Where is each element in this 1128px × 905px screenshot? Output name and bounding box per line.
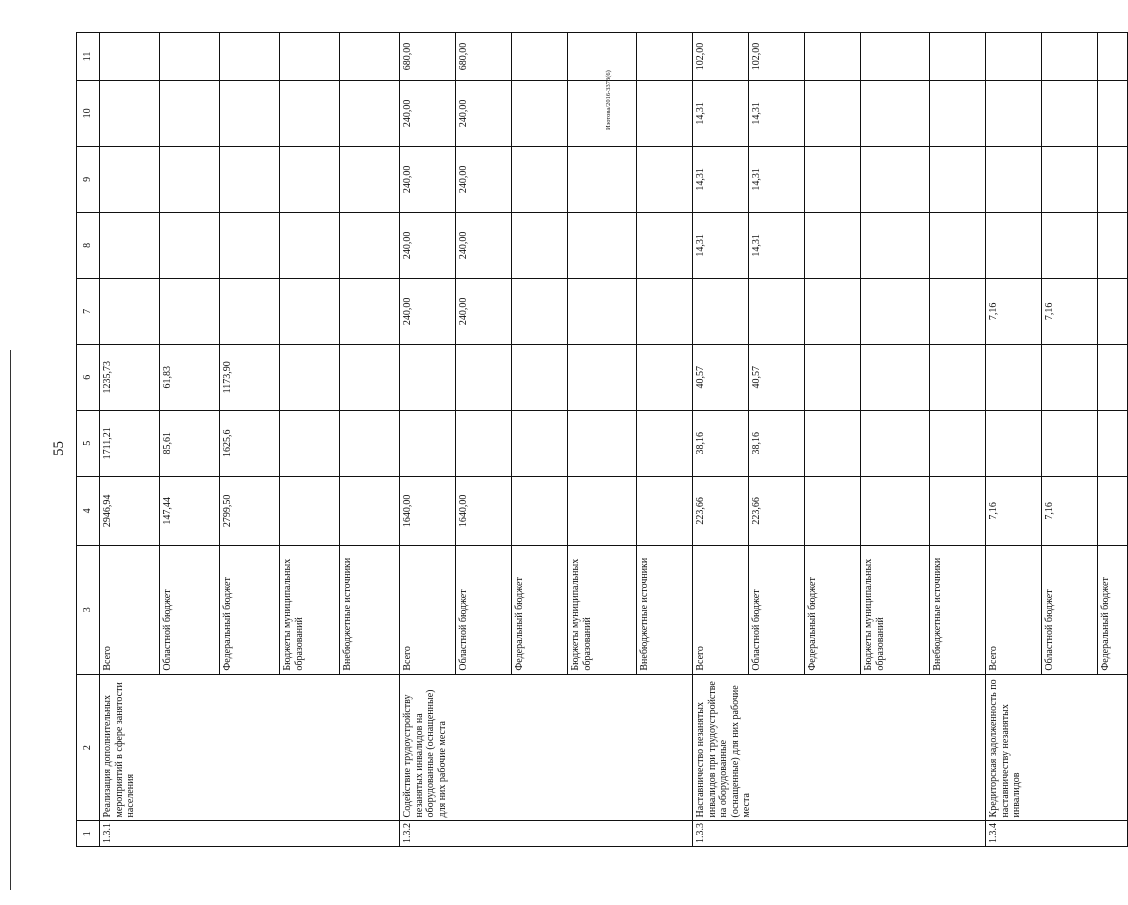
funding-source: Всего (986, 545, 1042, 674)
row-number: 1.3.3 (693, 821, 986, 847)
funding-source: Внебюджетные источники (637, 545, 693, 674)
value-cell (930, 344, 986, 410)
value-cell: 1625,6 (220, 410, 280, 476)
value-cell (1098, 476, 1128, 545)
value-cell (986, 344, 1042, 410)
value-cell (637, 344, 693, 410)
value-cell (568, 33, 637, 81)
funding-source: Бюджеты муниципальных образований (861, 545, 930, 674)
funding-source: Федеральный бюджет (512, 545, 568, 674)
value-cell: 223,66 (693, 476, 749, 545)
value-cell (930, 146, 986, 212)
page-number: 55 (51, 441, 67, 456)
value-cell (340, 410, 400, 476)
value-cell (400, 410, 456, 476)
row-number: 1.3.2 (400, 821, 693, 847)
value-cell (1042, 212, 1098, 278)
value-cell: 38,16 (693, 410, 749, 476)
value-cell (160, 212, 220, 278)
funding-source: Внебюджетные источники (340, 545, 400, 674)
value-cell (400, 344, 456, 410)
value-cell: 14,31 (749, 212, 805, 278)
value-cell (861, 33, 930, 81)
value-cell (1042, 146, 1098, 212)
funding-source: Всего (693, 545, 749, 674)
value-cell: 7,16 (1042, 476, 1098, 545)
value-cell (637, 146, 693, 212)
value-cell: 102,00 (693, 33, 749, 81)
value-cell (220, 80, 280, 146)
value-cell: 223,66 (749, 476, 805, 545)
value-cell (861, 410, 930, 476)
table-row (693, 33, 749, 847)
value-cell (340, 344, 400, 410)
column-header: 11 (77, 33, 100, 81)
value-cell (1042, 344, 1098, 410)
value-cell (693, 278, 749, 344)
column-header: 1 (77, 821, 100, 847)
row-number: 1.3.4 (986, 821, 1128, 847)
value-cell (280, 212, 340, 278)
value-cell (568, 278, 637, 344)
value-cell (340, 33, 400, 81)
value-cell (568, 476, 637, 545)
budget-table (76, 32, 1128, 847)
value-cell (861, 80, 930, 146)
value-cell: 40,57 (693, 344, 749, 410)
value-cell (637, 212, 693, 278)
funding-source: Областной бюджет (1042, 545, 1098, 674)
value-cell (100, 80, 160, 146)
value-cell (100, 33, 160, 81)
value-cell: 240,00 (400, 80, 456, 146)
funding-source: Всего (100, 545, 160, 674)
value-cell: 7,16 (986, 476, 1042, 545)
value-cell (512, 344, 568, 410)
value-cell: 102,00 (749, 33, 805, 81)
value-cell: 61,83 (160, 344, 220, 410)
funding-source: Федеральный бюджет (1098, 545, 1128, 674)
value-cell: 240,00 (456, 80, 512, 146)
column-header: 4 (77, 476, 100, 545)
value-cell: 14,31 (749, 80, 805, 146)
value-cell: 14,31 (749, 146, 805, 212)
value-cell (568, 212, 637, 278)
value-cell (340, 146, 400, 212)
value-cell: 85,61 (160, 410, 220, 476)
value-cell (1042, 80, 1098, 146)
value-cell (805, 212, 861, 278)
funding-source: Бюджеты муниципальных образований (568, 545, 637, 674)
column-header: 3 (77, 545, 100, 674)
document-code: Изотова/2016-3373(6) (605, 70, 612, 130)
value-cell: 240,00 (400, 146, 456, 212)
value-cell (637, 410, 693, 476)
column-header: 8 (77, 212, 100, 278)
value-cell (1098, 344, 1128, 410)
value-cell: 7,16 (1042, 278, 1098, 344)
value-cell (160, 146, 220, 212)
value-cell: 680,00 (456, 33, 512, 81)
value-cell (1042, 33, 1098, 81)
value-cell (340, 212, 400, 278)
value-cell (1098, 33, 1128, 81)
column-header: 2 (77, 674, 100, 821)
measure-name: Наставничество незанятых инвалидов при трудоустройстве на оборудованные (оснащенные) для них рабочие места (693, 674, 986, 821)
value-cell (220, 278, 280, 344)
value-cell (805, 278, 861, 344)
value-cell (861, 278, 930, 344)
value-cell (220, 146, 280, 212)
value-cell: 1173,90 (220, 344, 280, 410)
value-cell: 240,00 (400, 278, 456, 344)
column-header: 7 (77, 278, 100, 344)
value-cell (986, 80, 1042, 146)
value-cell (1098, 212, 1128, 278)
value-cell (100, 212, 160, 278)
value-cell (861, 146, 930, 212)
value-cell (568, 146, 637, 212)
funding-source: Федеральный бюджет (805, 545, 861, 674)
value-cell (280, 476, 340, 545)
value-cell (512, 146, 568, 212)
value-cell (986, 146, 1042, 212)
value-cell (568, 344, 637, 410)
value-cell: 240,00 (456, 212, 512, 278)
value-cell (512, 80, 568, 146)
value-cell (805, 146, 861, 212)
value-cell (861, 212, 930, 278)
value-cell: 1640,00 (456, 476, 512, 545)
value-cell (340, 476, 400, 545)
margin-rule (10, 350, 11, 890)
value-cell: 240,00 (456, 146, 512, 212)
funding-source: Областной бюджет (456, 545, 512, 674)
value-cell: 14,31 (693, 80, 749, 146)
value-cell (280, 344, 340, 410)
value-cell: 1235,73 (100, 344, 160, 410)
value-cell (805, 344, 861, 410)
value-cell (637, 33, 693, 81)
column-header: 6 (77, 344, 100, 410)
measure-name: Реализация дополнительных мероприятий в сфере занятости населения (100, 674, 400, 821)
value-cell: 240,00 (456, 278, 512, 344)
value-cell (512, 278, 568, 344)
value-cell (986, 212, 1042, 278)
value-cell (160, 33, 220, 81)
funding-source: Областной бюджет (160, 545, 220, 674)
value-cell (456, 410, 512, 476)
value-cell (805, 476, 861, 545)
value-cell (1098, 146, 1128, 212)
value-cell (280, 146, 340, 212)
value-cell (160, 80, 220, 146)
value-cell (930, 476, 986, 545)
value-cell: 14,31 (693, 146, 749, 212)
value-cell (930, 410, 986, 476)
value-cell (861, 344, 930, 410)
value-cell: 2799,50 (220, 476, 280, 545)
value-cell (512, 410, 568, 476)
value-cell: 1711,21 (100, 410, 160, 476)
value-cell (805, 410, 861, 476)
table-row (100, 33, 160, 847)
value-cell (1098, 278, 1128, 344)
value-cell (1098, 410, 1128, 476)
value-cell (930, 278, 986, 344)
value-cell (456, 344, 512, 410)
funding-source: Бюджеты муниципальных образований (280, 545, 340, 674)
table-row (986, 33, 1042, 847)
measure-name: Кредиторская задолженность по наставничеству незанятых инвалидов (986, 674, 1128, 821)
value-cell (930, 33, 986, 81)
value-cell (100, 146, 160, 212)
value-cell (637, 80, 693, 146)
column-header: 9 (77, 146, 100, 212)
value-cell (1098, 80, 1128, 146)
value-cell (568, 80, 637, 146)
value-cell (930, 80, 986, 146)
value-cell (637, 278, 693, 344)
funding-source: Федеральный бюджет (220, 545, 280, 674)
funding-source: Внебюджетные источники (930, 545, 986, 674)
column-number-row (77, 33, 100, 847)
funding-source: Областной бюджет (749, 545, 805, 674)
value-cell (512, 212, 568, 278)
value-cell (100, 278, 160, 344)
column-header: 5 (77, 410, 100, 476)
value-cell (1042, 410, 1098, 476)
value-cell: 147,44 (160, 476, 220, 545)
funding-source: Всего (400, 545, 456, 674)
value-cell (280, 33, 340, 81)
value-cell: 2946,94 (100, 476, 160, 545)
value-cell (280, 410, 340, 476)
value-cell (861, 476, 930, 545)
value-cell: 38,16 (749, 410, 805, 476)
value-cell: 40,57 (749, 344, 805, 410)
value-cell (280, 80, 340, 146)
value-cell (749, 278, 805, 344)
value-cell (160, 278, 220, 344)
value-cell (340, 278, 400, 344)
value-cell (986, 410, 1042, 476)
value-cell (805, 80, 861, 146)
value-cell (930, 212, 986, 278)
value-cell (568, 410, 637, 476)
value-cell (512, 476, 568, 545)
value-cell: 680,00 (400, 33, 456, 81)
column-header: 10 (77, 80, 100, 146)
value-cell (220, 212, 280, 278)
value-cell (220, 33, 280, 81)
value-cell (512, 33, 568, 81)
value-cell (280, 278, 340, 344)
value-cell: 240,00 (400, 212, 456, 278)
value-cell: 14,31 (693, 212, 749, 278)
value-cell (637, 476, 693, 545)
value-cell (340, 80, 400, 146)
value-cell: 7,16 (986, 278, 1042, 344)
value-cell (805, 33, 861, 81)
value-cell: 1640,00 (400, 476, 456, 545)
row-number: 1.3.1 (100, 821, 400, 847)
table-row (400, 33, 456, 847)
measure-name: Содействие трудоустройству незанятых инвалидов на оборудованные (оснащенные) для них рабочие места (400, 674, 693, 821)
value-cell (986, 33, 1042, 81)
